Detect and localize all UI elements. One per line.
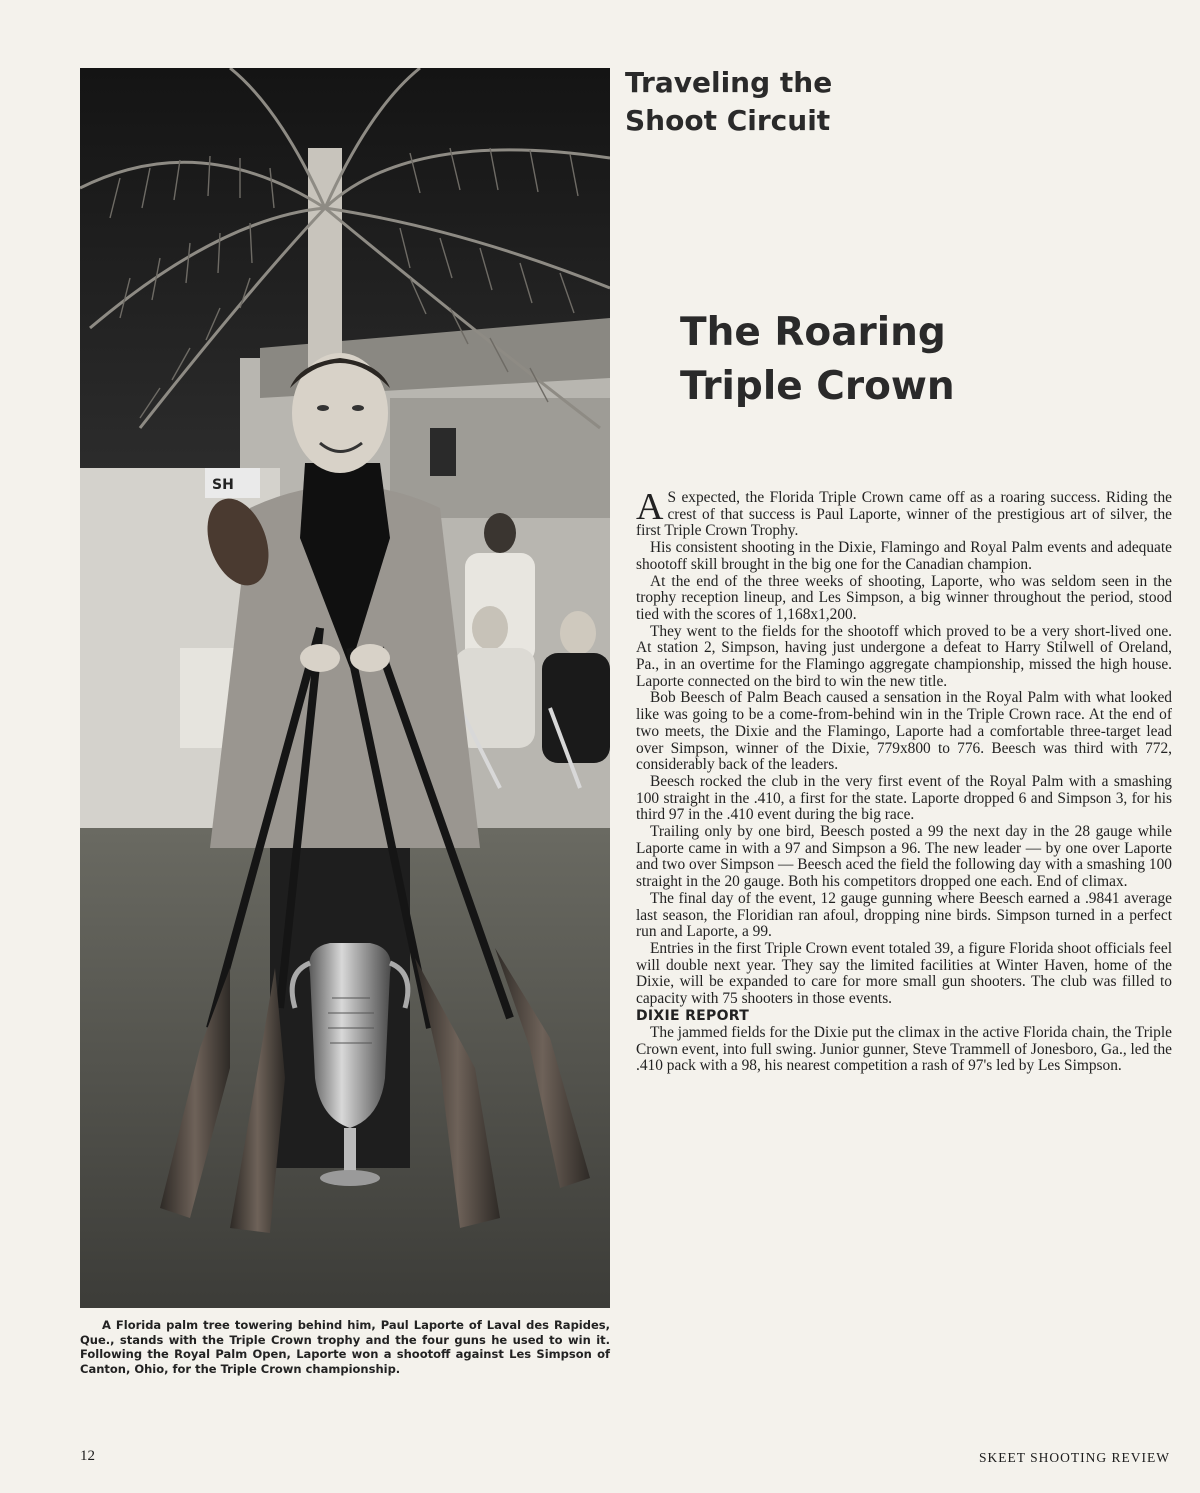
article-photo: [80, 68, 610, 1308]
headline-line-1: The Roaring: [680, 310, 946, 355]
paragraph-7: Trailing only by one bird, Beesch posted a 99 the next day in the 28 gauge while Laporte came in with a 97 and Simpson a 96. The new leader — by one over Laporte and two over Simpson — Beesch aced the field the following day with a smashing 100 straight in the 20 gauge. Both his competitors dropped one each. End of climax.: [636, 823, 1172, 891]
clubhouse-sign: SH: [212, 477, 234, 493]
subhead-dixie-report: DIXIE REPORT: [636, 1007, 750, 1024]
kicker-line-2: Shoot Circuit: [625, 104, 831, 137]
paragraph-10: The jammed fields for the Dixie put the climax in the active Florida chain, the Triple Crown event, into full swing. Junior gunner, Steve Trammell of Jonesboro, Ga., led the .410 pack with a 98, his nearest competition a rash of 97's led by Les Simpson.: [636, 1023, 1172, 1075]
paragraph-6: Beesch rocked the club in the very first event of the Royal Palm with a smashing 100 straight in the .410, a first for the state. Laporte dropped 6 and Simpson 3, for his third 97 in the .410 event during the big race.: [636, 772, 1172, 824]
article-body: [636, 486, 1172, 1075]
photo-caption: A Florida palm tree towering behind him, Paul Laporte of Laval des Rapides, Que., stands with the Triple Crown trophy and the four guns he used to win it. Following the Royal Palm Open, Laporte won a shootoff against Les Simpson of Canton, Ohio, for the Triple Crown championship.: [80, 1318, 610, 1376]
paragraph-5: Bob Beesch of Palm Beach caused a sensation in the Royal Palm with what looked like was going to be a come-from-behind win in the Triple Crown race. At the end of two meets, the Dixie and the Flamingo, Laporte had a comfortable three-target lead over Simpson, winner of the Dixie, 779x800 to 776. Beesch was third with 772, considerably back of the leaders.: [636, 689, 1172, 774]
page-number: 12: [80, 1448, 95, 1464]
kicker-line-1: Traveling the: [625, 66, 833, 99]
paragraph-1-text: S expected, the Florida Triple Crown came off as a roaring success. Riding the crest of that success is Paul Laporte, winner of the prestigious art of silver, the first Triple Crown Trophy.: [636, 489, 1172, 540]
paragraph-8: The final day of the event, 12 gauge gunning where Beesch earned a .9841 average last season, the Floridian ran afoul, dropping nine birds. Simpson turned in a perfect run and Laporte, a 99.: [636, 889, 1172, 941]
drop-cap: A: [636, 486, 664, 528]
section-kicker: [625, 64, 1165, 140]
paragraph-9: Entries in the first Triple Crown event totaled 39, a figure Florida shoot officials feel will double next year. They say the limited facilities at Winter Haven, home of the Dixie, will be expanded to care for more small gun shooters. The club was filled to capacity with 75 shooters in those events.: [636, 939, 1172, 1008]
photo-illustration: [80, 68, 610, 1308]
paragraph-2: His consistent shooting in the Dixie, Flamingo and Royal Palm events and adequate shootoff skill brought in the big one for the Canadian champion.: [636, 539, 1172, 573]
magazine-name: SKEET SHOOTING REVIEW: [979, 1450, 1170, 1465]
paragraph-4: They went to the fields for the shootoff which proved to be a very short-lived one. At station 2, Simpson, having just undergone a defeat to Harry Stilwell of Oreland, Pa., in an overtime for the Flamingo aggregate championship, missed the high house. Laporte connected on the bird to win the new title.: [636, 622, 1172, 690]
paragraph-1: [636, 486, 1172, 540]
article-headline: [680, 306, 1180, 414]
headline-line-2: Triple Crown: [680, 364, 955, 409]
paragraph-3: At the end of the three weeks of shooting, Laporte, who was seldom seen in the trophy reception lineup, and Les Simpson, a big winner throughout the period, stood tied with the scores of 1,168x1,200.: [636, 572, 1172, 623]
